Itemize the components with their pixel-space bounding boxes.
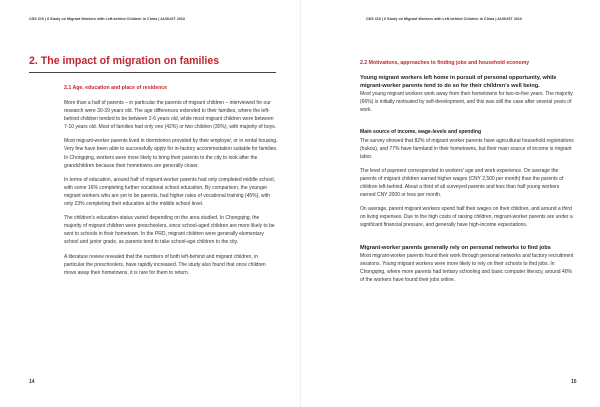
chapter-title: 2. The impact of migration on families	[29, 55, 220, 67]
paragraph: The children's education-status varied depending on the area studied. In Chongqing, the majority of migrant children were preschoolers, since school-aged children are more likely to be sent to schools in their hometown. In the PRD, migrant children were generally elementary school and junior grade, as parents tend to take school-age children to the city.	[64, 215, 275, 246]
running-head: CDS CIS | 6 Study on Migrant Workers with Left-behind Children in China | AUGUST 2010	[29, 17, 186, 21]
right-page	[300, 0, 600, 407]
running-head: CDS CIS | 6 Study on Migrant Workers with Left-behind Children in China | AUGUST 2010	[366, 17, 523, 21]
subsection-heading: Young migrant workers left home in pursuit of personal opportunity, while migrant-worker parents tend to do so for their children's well being.	[360, 75, 557, 90]
subsection-heading: Main source of income, wage-levels and spending	[360, 129, 482, 136]
page-number: 15	[571, 379, 577, 385]
paragraph: The survey showed that 82% of migrant worker parents have agricultural household registrations (hukou), and 77% have farmland in their hometowns, but their main source of income is migrant labor.	[360, 137, 574, 160]
page-number: 14	[29, 379, 35, 385]
paragraph: A literature review revealed that the numbers of both left-behind and migrant children, in particular the preschoolers, have rapidly increased. The study also found that once children move away their hometowns, it is rare for them to return.	[64, 253, 266, 276]
paragraph: Most migrant-worker parents lived in dormitories provided by their employer, or in rental housing. Very few have been able to successfully apply for in-factory accommodation suitable for families. In Chongqing, workers were more likely to bring their parents to the city to look after the grandchildren because their hometowns are generally closer.	[64, 138, 278, 169]
paragraph: The level of payment corresponded to workers' age and work experience. On average the parents of migrant children earned higher wages (CNY 2,500 per month) than the parents of children left-behind. About a third of all surveyed parents and less than half young workers earned CNY 2000 or less per month.	[360, 167, 564, 199]
paragraph: In terms of education, around half of migrant-worker parents had only completed middle school, with some 16% completing further vocational school education. By comparison, the younger migrant workers who are yet to be parents, had higher rates of vocational training (45%), with only 23% completing their education at the middle school level.	[64, 176, 275, 208]
paragraph: More than a half of parents – in particular the parents of migrant children – interviewed for our research were 30-39 years old. The age differences extended to their families, where the left-behind children tended to be between 2-6 years old, while most migrant children were between 7-10 years old. Most of families had only one (42%) or two children (30%), with majority of boys.	[64, 100, 277, 131]
chapter-divider	[29, 72, 276, 73]
paragraph: Most migrant-worker parents found their work through personal networks and factory recruitment sessions. Young migrant workers were more likely to rely on their schools to find jobs. In Chongqing, where more parents had tertiary schooling and basic computer literacy, around 40% of the workers have found their jobs online.	[360, 252, 574, 283]
section-heading: 2.1 Age, education and place of residence	[64, 85, 168, 91]
right-text-column	[360, 60, 574, 290]
paragraph: On average, parent migrant workers spend half their wages on their children, and around a third on living expenses. Due to the high costs of raising children, migrant-worker parents are under a significant financial pressure, and generally have high-income expectations.	[360, 206, 573, 229]
paragraph: Most young migrant workers work away from their hometowns for two-to-five years. The majority (66%) is initially motivated by self-development, and this was still the case after several years of work.	[360, 91, 573, 114]
subsection-heading: Migrant-worker parents generally rely on personal networks to find jobs	[360, 244, 551, 251]
left-text-column	[64, 85, 278, 283]
section-heading: 2.2 Motivations, approaches to finding jobs and household economy	[360, 60, 530, 66]
